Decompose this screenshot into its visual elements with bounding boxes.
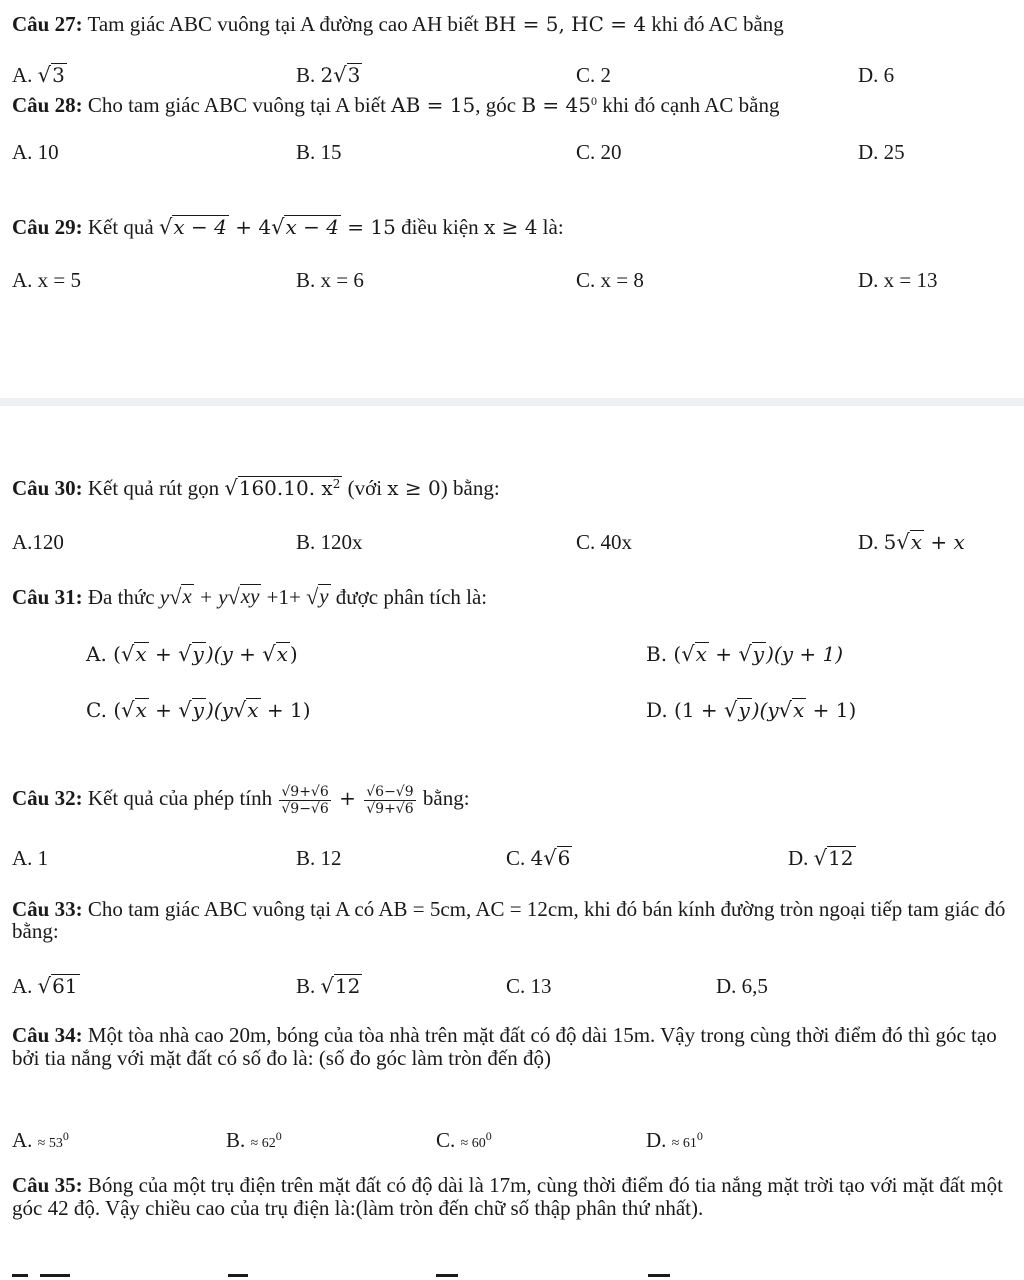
option-d: D. ≈ $61^0$ — [646, 1128, 703, 1152]
page-divider — [0, 398, 1024, 406]
question-label: Câu 32: — [12, 786, 83, 810]
option-c: C. 2 — [576, 63, 612, 87]
option-d: D. 5 √ x + x — [858, 530, 965, 554]
option-b: B. ≈ $62^0$ — [226, 1128, 282, 1152]
option-c: C. 13 — [506, 974, 552, 998]
question-label: Câu 29: — [12, 215, 83, 239]
option-d: D. x = 13 — [858, 268, 938, 292]
option-d: D. √ 12 — [788, 846, 854, 870]
question-31: Câu 31: Đa thức y √ x + y √ xy +1+ √ y được phân tích là: — [12, 584, 488, 610]
question-33: Câu 33: Cho tam giác ABC vuông tại A có AB = 5cm, AC = 12cm, khi đó bán kính đường tròn ngoại tiếp tam giác đó bằng: — [12, 897, 1006, 943]
option-a: A. √ 3 — [12, 63, 65, 87]
option-a: A. x = 5 — [12, 268, 82, 292]
question-label: Câu 28: — [12, 93, 83, 117]
question-label: Câu 33: — [12, 897, 83, 921]
option-c: C. ( √ x + √ y )(y √ x + 1) — [86, 698, 311, 722]
option-a: A. 10 — [12, 140, 59, 164]
question-29: Câu 29: Kết quả √ x − 4 + 4 √ x − 4 = 15 điều kiện x ≥ 4 là: — [12, 215, 564, 239]
option-a: A. ≈ $53^0$ — [12, 1128, 69, 1152]
question-28: Câu 28: Cho tam giác ABC vuông tại A biết AB = 15, góc $B = 45^0$ khi đó cạnh AC bằng — [12, 93, 780, 117]
option-d: D. 6,5 — [716, 974, 768, 998]
question-32: Câu 32: Kết quả của phép tính $\frac{√9+√6}{√9-√6}$ + $\frac{√6-√9}{√9+√6}$ bằng: — [12, 783, 470, 817]
fraction: $\frac{√9+√6}{√9-√6}$ — [281, 783, 329, 817]
option-b: B. 15 — [296, 140, 342, 164]
option-d: D. 25 — [858, 140, 905, 164]
option-b: B. ( √ x + √ y )(y + 1) — [646, 642, 843, 666]
math-expression: BH = 5, HC = 4 — [484, 12, 647, 36]
option-b: B. 12 — [296, 846, 342, 870]
option-d: D. 6 — [858, 63, 895, 87]
option-c: C. 40x — [576, 530, 633, 554]
option-a: A. √ 61 — [12, 974, 78, 998]
option-a: A. 1 — [12, 846, 49, 870]
question-35: Câu 35: Bóng của một trụ điện trên mặt đất có độ dài là 17m, cùng thời điểm đó tia nắng mặt trời tạo với mặt đất một góc 42 độ. Vậy chiều cao của trụ điện là:(làm tròn đến chữ số thập phân thứ nhất). — [12, 1173, 1003, 1220]
question-30: Câu 30: Kết quả rút gọn √ 160.10. $x^2$ (với x ≥ 0) bằng: — [12, 476, 500, 500]
question-27 — [12, 12, 784, 36]
fraction: $\frac{√6-√9}{√9+√6}$ — [366, 783, 414, 817]
option-b: B. 2 √ 3 — [296, 63, 361, 87]
option-b: B. √ 12 — [296, 974, 361, 998]
cropped-options-row — [0, 1274, 1024, 1280]
option-a: A.120 — [12, 530, 64, 554]
option-a: A. ( √ x + √ y )(y + √ x ) — [86, 642, 298, 666]
option-b: B. x = 6 — [296, 268, 364, 292]
question-text: Tam giác ABC vuông tại A đường cao AH biết — [82, 12, 485, 36]
question-34: Câu 34: Một tòa nhà cao 20m, bóng của tòa nhà trên mặt đất có độ dài 15m. Vậy trong cùng thời điểm đó thì góc tạo bởi tia nắng với mặt đất có số đo là: (số đo góc làm tròn đến độ) — [12, 1023, 997, 1070]
question-label: Câu 31: — [12, 585, 83, 610]
question-text: khi đó AC bằng — [646, 12, 784, 36]
question-label: Câu 35: — [12, 1173, 83, 1197]
option-c: C. x = 8 — [576, 268, 644, 292]
option-d: D. (1 + √ y )(y √ x + 1) — [646, 698, 857, 722]
option-c: C. 4 √ 6 — [506, 846, 571, 870]
option-c: C. ≈ $60^0$ — [436, 1128, 492, 1152]
question-label: Câu 30: — [12, 476, 83, 500]
question-label: Câu 34: — [12, 1023, 83, 1047]
question-label: Câu 27: — [12, 12, 83, 36]
option-c: C. 20 — [576, 140, 622, 164]
option-b: B. 120x — [296, 530, 363, 554]
